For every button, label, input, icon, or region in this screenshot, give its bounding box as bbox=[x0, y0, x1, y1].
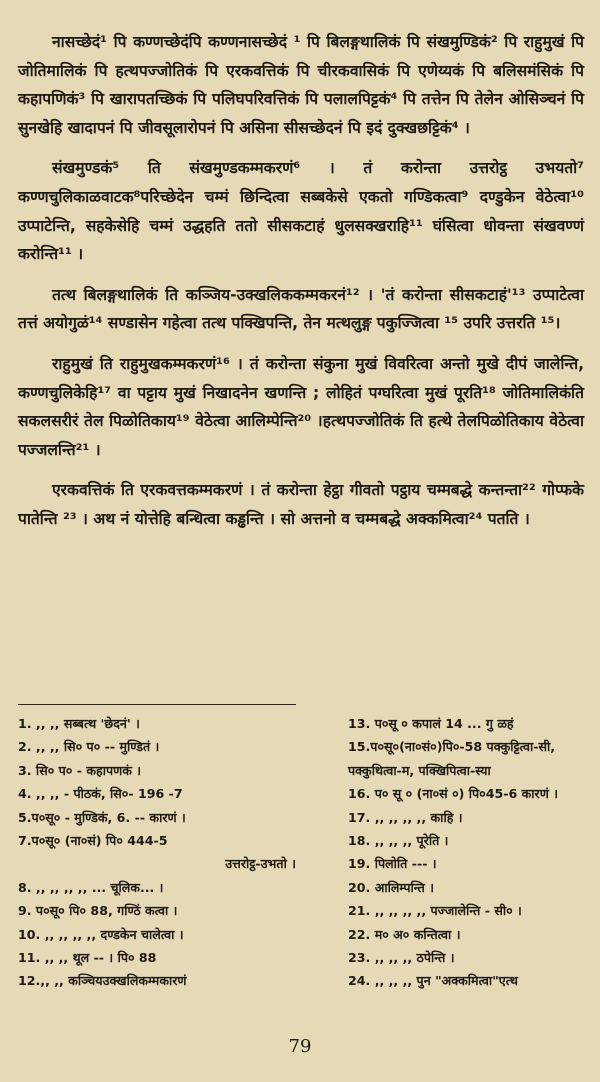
text-line: इदं दुक्खछट्टिकं⁴ । bbox=[366, 118, 470, 137]
footnote: 24. ,, ,, ,, पुन "अक्कमित्वा"एत्थ bbox=[348, 973, 518, 989]
page-number: 79 bbox=[288, 1036, 312, 1057]
text-line: ओसिञ्चनं पि सुनखेहि खादापनं पि जीवसूलारोपनं पि असिना सीसच्छेदनं पि bbox=[18, 90, 584, 137]
text-line: तेन मत्थलुङ्ग पकुज्जित्वा ¹⁵ उपरि उत्तरति ¹⁵। bbox=[303, 314, 561, 333]
text-line: संखमुण्डकं⁵ ति संखमुण्डकम्मकरणं⁶ । तं करोन्ता उत्तरोट्ठ उभयतो⁷ bbox=[52, 159, 584, 178]
footnote: 18. ,, ,, ,, पूरेति । bbox=[348, 833, 449, 849]
footnote: 23. ,, ,, ,, ठपेन्ति । bbox=[348, 950, 455, 966]
text-line: धुलसक्खराहि¹¹ घंसित्वा धोवन्ता संखवण्णं करोन्ति¹¹ । bbox=[18, 216, 584, 264]
footnote: 17. ,, ,, ,, ,, काहि । bbox=[348, 809, 463, 825]
footnote: 7.प०सू० (ना०सं) पि० 444-5 bbox=[18, 833, 168, 849]
footnote: 12.,, ,, कञ्चियउक्खलिकम्मकारणं bbox=[18, 973, 187, 989]
text-line: सीसकटाहं'¹³ उप्पाटेत्वा तत्तं अयोगुळं¹⁴ सण्डासेन गहेत्वा तत्थ पक्खिपन्ति, bbox=[18, 285, 584, 333]
footnotes-right-column bbox=[348, 712, 588, 993]
footnote: 10. ,, ,, ,, ,, दण्डकेन चालेत्वा । bbox=[18, 926, 184, 942]
footnote: 22. म० अ० कन्तित्वा । bbox=[348, 926, 461, 942]
text-line: पज्जलन्ति²¹ । bbox=[18, 440, 101, 459]
text-line: मुखे दीपं जालेन्ति, कण्णचुलिकेहि¹⁷ वा पट्टाय मुखं निखादनेन खणन्ति ; bbox=[18, 354, 584, 402]
footnote: 5.प०सू० - मुण्डिकं, 6. -- कारणं । bbox=[18, 809, 186, 825]
text-line: नासच्छेदं¹ पि कण्णच्छेदंपि कण्णनासच्छेदं ¹ पि बिलङ्गथालिकं पि bbox=[52, 33, 420, 51]
footnote: 13. प०सू ० कपालं 14 ... गु ळहं bbox=[348, 716, 514, 731]
text-line: पि चीरकवासिकं पि एणेय्यकं पि बलिसमंसिकं पि कहापणिकं³ पि bbox=[18, 61, 584, 109]
text-line: लोहितं पग्घरित्वा मुखं पूरति¹⁸ जोतिमालिकंति सकलसरीरं तेल पिळोतिकाय¹⁹ bbox=[18, 383, 584, 431]
footnote: 21. ,, ,, ,, ,, पज्जालेन्ति - सी० । bbox=[348, 903, 522, 919]
footnote: 15.प०सू०(ना०सं०)पि०-58 पक्कुट्टित्वा-सी, पक्कुथित्वा-म, पक्खिपित्वा-स्या bbox=[348, 739, 556, 778]
paragraph-3 bbox=[18, 281, 584, 338]
footnote: 19. पिलोति --- । bbox=[348, 856, 437, 872]
main-text bbox=[18, 28, 584, 546]
footnote: 9. प०सू० पि० 88, गण्ठिं कत्वा । bbox=[18, 903, 178, 919]
footnote: 3. सि० प० - कहापणकं । bbox=[18, 762, 142, 778]
footnote-divider bbox=[18, 704, 296, 705]
text-line: वेठेत्वा आलिम्पेन्ति²⁰ ।हत्थपज्जोतिकं ति हत्थे तेलपिळोतिकाय वेठेत्वा bbox=[195, 412, 584, 431]
text-line: खारापतच्छिकं पि पलिघपरिवत्तिकं पि पलालपिट्टकं⁴ पि तत्तेन पि तेलेन bbox=[109, 90, 503, 109]
footnote: 11. ,, ,, थूल -- । पि० 88 bbox=[18, 950, 157, 966]
footnote: 1. ,, ,, सब्बत्थ 'छेदनं' । bbox=[18, 716, 140, 731]
paragraph-2 bbox=[18, 154, 584, 268]
footnote: 20. आलिम्पन्ति । bbox=[348, 879, 435, 895]
text-line: कण्णचुलिकाळवाटक⁸परिच्छेदेन चम्मं छिन्दित्वा सब्बकेसे एकतो गण्डिकत्वा⁹ bbox=[18, 187, 469, 206]
paragraph-5 bbox=[18, 476, 584, 533]
footnotes-left-column bbox=[18, 712, 314, 993]
footnote-continuation: उत्तरोट्ठ-उभतो । bbox=[225, 856, 296, 872]
paragraph-1 bbox=[18, 28, 584, 142]
text-line: सो अत्तनो व चम्मबद्धे अक्कमित्वा²⁴ पतति । bbox=[280, 509, 530, 528]
text-line: दण्डुकेन वेठेत्वा¹⁰ उप्पाटेन्ति, सहकेसेहि चम्मं उद्धहति ततो सीसकटाहं bbox=[18, 187, 584, 235]
footnote: 4. ,, ,, - पीठकं, सि०- 196 -7 bbox=[18, 786, 183, 802]
footnote: 2. ,, ,, सि० प० -- मुण्डितं । bbox=[18, 739, 160, 755]
text-line: राहुमुखं ति राहुमुखकम्मकरणं¹⁶ । तं करोन्ता संकुना मुखं विवरित्वा अन्तो bbox=[52, 354, 470, 373]
text-line: चम्मबद्धे कन्तन्ता²² गोप्फके पातेन्ति ²³ । अथ नं योत्तेहि बन्धित्वा कड्ढन्ति । bbox=[18, 481, 584, 528]
text-line: तत्थ बिलङ्गथालिकं ति कञ्जिय-उक्खलिककम्मकरनं¹² । 'तं करोन्ता bbox=[52, 285, 443, 304]
footnote: 8. ,, ,, ,, ,, ... चूलिक... । bbox=[18, 879, 164, 895]
text-line: एरकवत्तिकं ति एरकवत्तकम्मकरणं । तं करोन्ता हेट्ठा गीवतो पट्ठाय bbox=[52, 481, 421, 500]
text-line: संखमुण्डिकं² पि राहुमुखं पि जोतिमालिकं पि हत्थपज्जोतिकं पि एरकवत्तिकं bbox=[18, 33, 585, 80]
footnote: 16. प० सू ० (ना०सं ०) पि०45-6 कारणं । bbox=[348, 786, 558, 802]
paragraph-4 bbox=[18, 350, 584, 464]
